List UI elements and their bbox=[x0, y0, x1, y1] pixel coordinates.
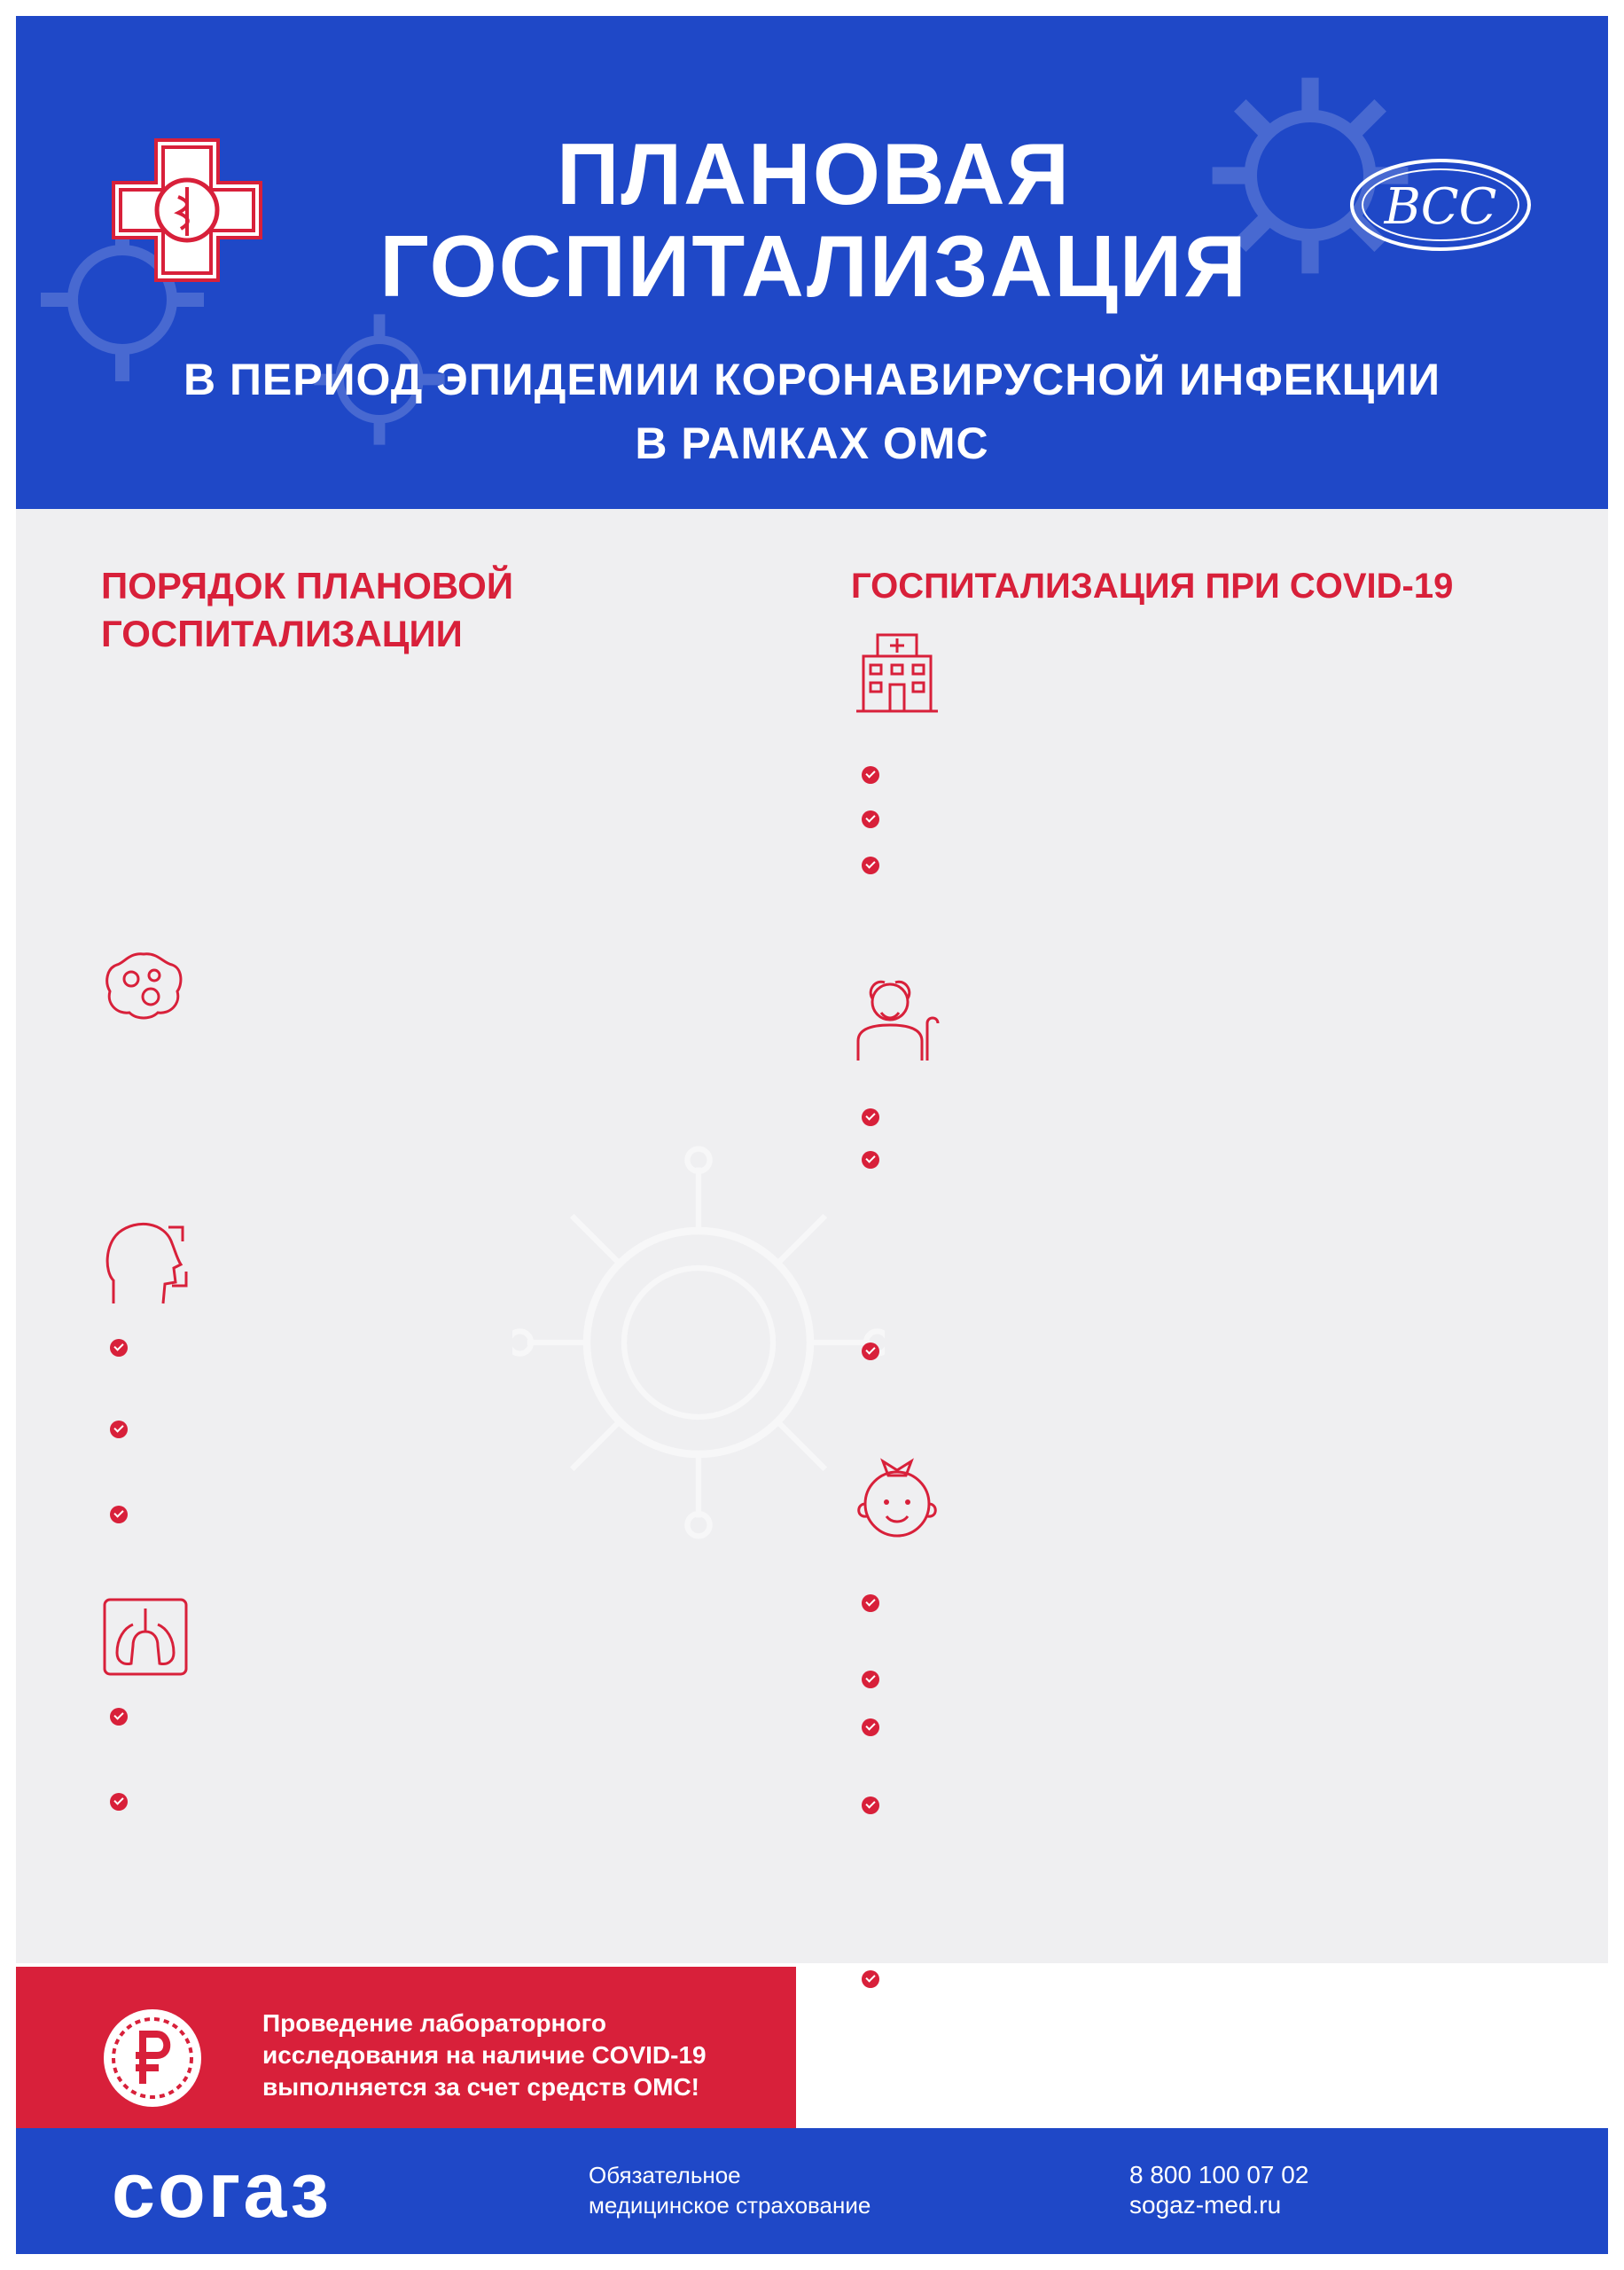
check-bullet-icon bbox=[862, 1342, 879, 1360]
website-link[interactable]: sogaz-med.ru bbox=[1129, 2191, 1282, 2219]
check-bullet-icon bbox=[110, 1339, 128, 1357]
check-bullet-icon bbox=[110, 1708, 128, 1726]
child-face-icon bbox=[851, 1454, 943, 1546]
title-line: ГОСПИТАЛИЗАЦИЯ bbox=[379, 217, 1248, 315]
check-bullet-icon bbox=[862, 857, 879, 874]
subtitle-line: В РАМКАХ ОМС bbox=[635, 419, 989, 468]
oms-label-line: медицинское страхование bbox=[589, 2192, 871, 2219]
vss-logo-text: ВСС bbox=[1384, 178, 1497, 236]
header-banner bbox=[16, 16, 1608, 509]
check-bullet-icon bbox=[862, 1151, 879, 1169]
oms-notice-banner bbox=[16, 1967, 796, 2128]
virus-watermark-icon bbox=[512, 1130, 885, 1555]
left-title-line: ПОРЯДОК ПЛАНОВОЙ bbox=[101, 565, 514, 607]
contacts bbox=[1129, 2160, 1308, 2220]
notice-line: исследования на наличие COVID-19 bbox=[262, 2041, 707, 2069]
oms-label-line: Обязательное bbox=[589, 2162, 741, 2188]
left-title-line: ГОСПИТАЛИЗАЦИИ bbox=[101, 613, 463, 654]
sogaz-brand-logo: согаз bbox=[112, 2146, 332, 2234]
virus-icon bbox=[101, 949, 186, 1020]
oms-notice-text bbox=[262, 2008, 777, 2103]
check-bullet-icon bbox=[862, 1796, 879, 1814]
check-bullet-icon bbox=[110, 1793, 128, 1811]
hospital-icon bbox=[851, 626, 943, 715]
footer bbox=[16, 2128, 1608, 2254]
lungs-scan-icon bbox=[101, 1596, 190, 1678]
check-bullet-icon bbox=[862, 1108, 879, 1126]
medical-cross-logo bbox=[112, 138, 262, 282]
check-bullet-icon bbox=[862, 1671, 879, 1688]
check-bullet-icon bbox=[110, 1506, 128, 1523]
notice-line: выполняется за счет средств ОМС! bbox=[262, 2073, 699, 2101]
vss-logo bbox=[1347, 156, 1534, 254]
page-title bbox=[300, 125, 1328, 315]
oms-label bbox=[589, 2160, 871, 2220]
content-panel bbox=[16, 509, 1608, 1963]
check-bullet-icon bbox=[862, 766, 879, 784]
ruble-coin-icon bbox=[100, 2006, 205, 2110]
check-bullet-icon bbox=[862, 1970, 879, 1988]
page-subtitle bbox=[69, 348, 1555, 475]
check-bullet-icon bbox=[110, 1421, 128, 1438]
left-section-title bbox=[101, 562, 722, 658]
check-bullet-icon bbox=[862, 1718, 879, 1736]
check-bullet-icon bbox=[862, 810, 879, 828]
elderly-person-icon bbox=[851, 972, 943, 1064]
face-scan-icon bbox=[101, 1218, 199, 1307]
subtitle-line: В ПЕРИОД ЭПИДЕМИИ КОРОНАВИРУСНОЙ ИНФЕКЦИИ bbox=[183, 355, 1441, 404]
phone-number[interactable]: 8 800 100 07 02 bbox=[1129, 2161, 1309, 2188]
notice-line: Проведение лабораторного bbox=[262, 2009, 606, 2037]
title-line: ПЛАНОВАЯ bbox=[556, 125, 1072, 223]
right-section-title: ГОСПИТАЛИЗАЦИЯ ПРИ COVID-19 bbox=[851, 567, 1454, 606]
check-bullet-icon bbox=[862, 1594, 879, 1612]
